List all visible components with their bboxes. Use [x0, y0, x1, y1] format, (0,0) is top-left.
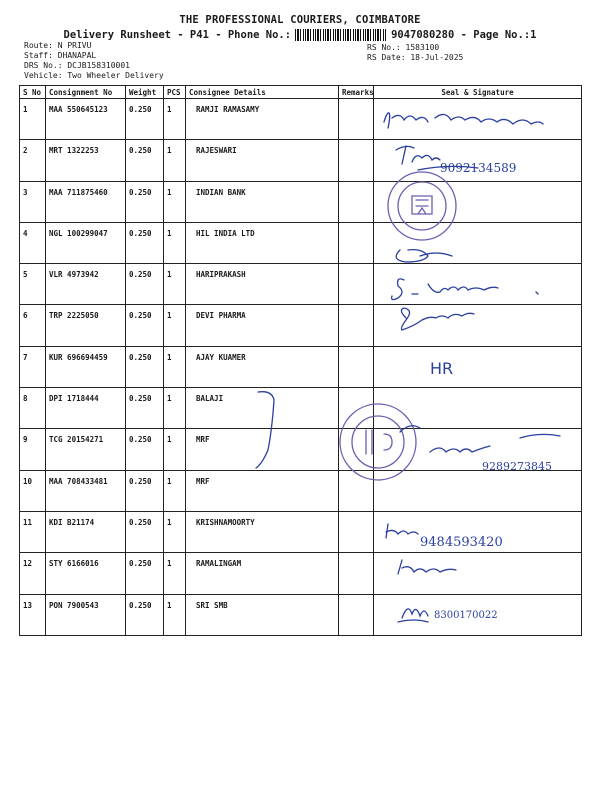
- row-weight: 0.250: [126, 264, 164, 305]
- drs-label: DRS No.: DCJB158310001: [24, 61, 130, 70]
- row-consignee: DEVI PHARMA: [186, 305, 339, 346]
- row-seal-signature: [374, 264, 582, 305]
- rs-date-label: RS Date: 18-Jul-2025: [367, 53, 464, 62]
- row-pcs: 1: [164, 99, 186, 140]
- rs-no-label: RS No.: 1583100: [367, 43, 440, 52]
- handwritten-phone-row-10: 9289273845: [482, 460, 552, 473]
- staff-label: Staff: DHANAPAL: [24, 51, 97, 60]
- table-row: [20, 511, 582, 552]
- row-consignee: RAJESWARI: [186, 140, 339, 181]
- row-consignee: SRI SMB: [186, 594, 339, 635]
- runsheet-table: [19, 85, 582, 636]
- row-seal-signature: [374, 388, 582, 429]
- row-remarks: [339, 594, 374, 635]
- runsheet-meta-right: [367, 43, 463, 63]
- col-remarks: Remarks: [339, 86, 374, 99]
- row-sno: 4: [20, 222, 46, 263]
- row-pcs: 1: [164, 222, 186, 263]
- row-remarks: [339, 470, 374, 511]
- vehicle-label: Vehicle: Two Wheeler Delivery: [24, 71, 164, 80]
- row-consignee: RAMJI RAMASAMY: [186, 99, 339, 140]
- row-consignment-no: MAA 708433481: [46, 470, 126, 511]
- row-weight: 0.250: [126, 388, 164, 429]
- row-consignment-no: KDI B21174: [46, 511, 126, 552]
- row-remarks: [339, 99, 374, 140]
- table-row: [20, 140, 582, 181]
- row-weight: 0.250: [126, 305, 164, 346]
- row-sno: 10: [20, 470, 46, 511]
- row-consignee: BALAJI: [186, 388, 339, 429]
- row-consignment-no: VLR 4973942: [46, 264, 126, 305]
- table-header-row: [20, 86, 582, 99]
- table-row: [20, 305, 582, 346]
- table-row: [20, 222, 582, 263]
- barcode-icon: [295, 29, 387, 41]
- row-weight: 0.250: [126, 470, 164, 511]
- row-consignment-no: MAA 550645123: [46, 99, 126, 140]
- row-seal-signature: [374, 346, 582, 387]
- row-remarks: [339, 264, 374, 305]
- row-weight: 0.250: [126, 594, 164, 635]
- table-row: [20, 429, 582, 470]
- col-weight: Weight: [126, 86, 164, 99]
- row-weight: 0.250: [126, 553, 164, 594]
- row-remarks: [339, 346, 374, 387]
- row-consignment-no: TCG 20154271: [46, 429, 126, 470]
- row-consignee: MRF: [186, 429, 339, 470]
- row-pcs: 1: [164, 594, 186, 635]
- row-pcs: 1: [164, 181, 186, 222]
- row-seal-signature: [374, 99, 582, 140]
- row-weight: 0.250: [126, 346, 164, 387]
- row-sno: 9: [20, 429, 46, 470]
- row-consignment-no: MRT 1322253: [46, 140, 126, 181]
- runsheet-title: [0, 29, 600, 41]
- row-weight: 0.250: [126, 429, 164, 470]
- handwritten-phone-row-13: 8300170022: [434, 610, 498, 621]
- row-consignee: RAMALINGAM: [186, 553, 339, 594]
- table-row: [20, 346, 582, 387]
- row-seal-signature: [374, 181, 582, 222]
- row-pcs: 1: [164, 553, 186, 594]
- row-remarks: [339, 511, 374, 552]
- company-name: THE PROFESSIONAL COURIERS, COIMBATORE: [179, 14, 421, 26]
- col-sno: S No: [20, 86, 46, 99]
- row-remarks: [339, 429, 374, 470]
- row-consignee: MRF: [186, 470, 339, 511]
- row-weight: 0.250: [126, 181, 164, 222]
- row-remarks: [339, 553, 374, 594]
- row-pcs: 1: [164, 388, 186, 429]
- row-pcs: 1: [164, 429, 186, 470]
- row-seal-signature: [374, 470, 582, 511]
- row-sno: 2: [20, 140, 46, 181]
- row-pcs: 1: [164, 305, 186, 346]
- table-row: [20, 181, 582, 222]
- row-remarks: [339, 181, 374, 222]
- row-remarks: [339, 140, 374, 181]
- row-consignment-no: NGL 100299047: [46, 222, 126, 263]
- route-label: Route: N PRIVU: [24, 41, 92, 50]
- row-sno: 1: [20, 99, 46, 140]
- handwritten-phone-row-11: 9484593420: [420, 535, 503, 550]
- row-pcs: 1: [164, 264, 186, 305]
- row-sno: 3: [20, 181, 46, 222]
- title-part-2: 9047080280 - Page No.:1: [391, 29, 537, 41]
- row-pcs: 1: [164, 346, 186, 387]
- row-weight: 0.250: [126, 222, 164, 263]
- row-seal-signature: [374, 553, 582, 594]
- row-consignment-no: DPI 1718444: [46, 388, 126, 429]
- handwritten-initials-row-7: HR: [430, 359, 454, 378]
- row-consignment-no: TRP 2225050: [46, 305, 126, 346]
- row-consignee: INDIAN BANK: [186, 181, 339, 222]
- row-sno: 7: [20, 346, 46, 387]
- col-pcs: PCS: [164, 86, 186, 99]
- handwritten-phone-row-2: 9092134589: [440, 161, 517, 175]
- title-part-1: Delivery Runsheet - P41 - Phone No.:: [63, 29, 292, 41]
- runsheet-meta-left: [24, 41, 164, 81]
- table-row: [20, 264, 582, 305]
- row-pcs: 1: [164, 140, 186, 181]
- row-consignment-no: STY 6166016: [46, 553, 126, 594]
- row-remarks: [339, 388, 374, 429]
- row-seal-signature: [374, 511, 582, 552]
- row-consignment-no: KUR 696694459: [46, 346, 126, 387]
- table-row: [20, 594, 582, 635]
- row-consignee: HARIPRAKASH: [186, 264, 339, 305]
- row-pcs: 1: [164, 470, 186, 511]
- row-remarks: [339, 222, 374, 263]
- table-row: [20, 388, 582, 429]
- row-consignment-no: MAA 711875460: [46, 181, 126, 222]
- row-seal-signature: [374, 222, 582, 263]
- row-remarks: [339, 305, 374, 346]
- row-sno: 6: [20, 305, 46, 346]
- row-sno: 12: [20, 553, 46, 594]
- col-consignee: Consignee Details: [186, 86, 339, 99]
- row-seal-signature: [374, 429, 582, 470]
- col-consignment: Consignment No: [46, 86, 126, 99]
- row-consignee: AJAY KUAMER: [186, 346, 339, 387]
- row-weight: 0.250: [126, 511, 164, 552]
- row-weight: 0.250: [126, 140, 164, 181]
- row-sno: 13: [20, 594, 46, 635]
- row-pcs: 1: [164, 511, 186, 552]
- table-row: [20, 553, 582, 594]
- row-seal-signature: [374, 594, 582, 635]
- row-seal-signature: [374, 140, 582, 181]
- table-row: [20, 470, 582, 511]
- col-seal: Seal & Signature: [374, 86, 582, 99]
- row-sno: 11: [20, 511, 46, 552]
- row-consignment-no: PON 7900543: [46, 594, 126, 635]
- row-seal-signature: [374, 305, 582, 346]
- row-weight: 0.250: [126, 99, 164, 140]
- row-consignee: KRISHNAMOORTY: [186, 511, 339, 552]
- row-sno: 8: [20, 388, 46, 429]
- row-consignee: HIL INDIA LTD: [186, 222, 339, 263]
- row-sno: 5: [20, 264, 46, 305]
- table-row: [20, 99, 582, 140]
